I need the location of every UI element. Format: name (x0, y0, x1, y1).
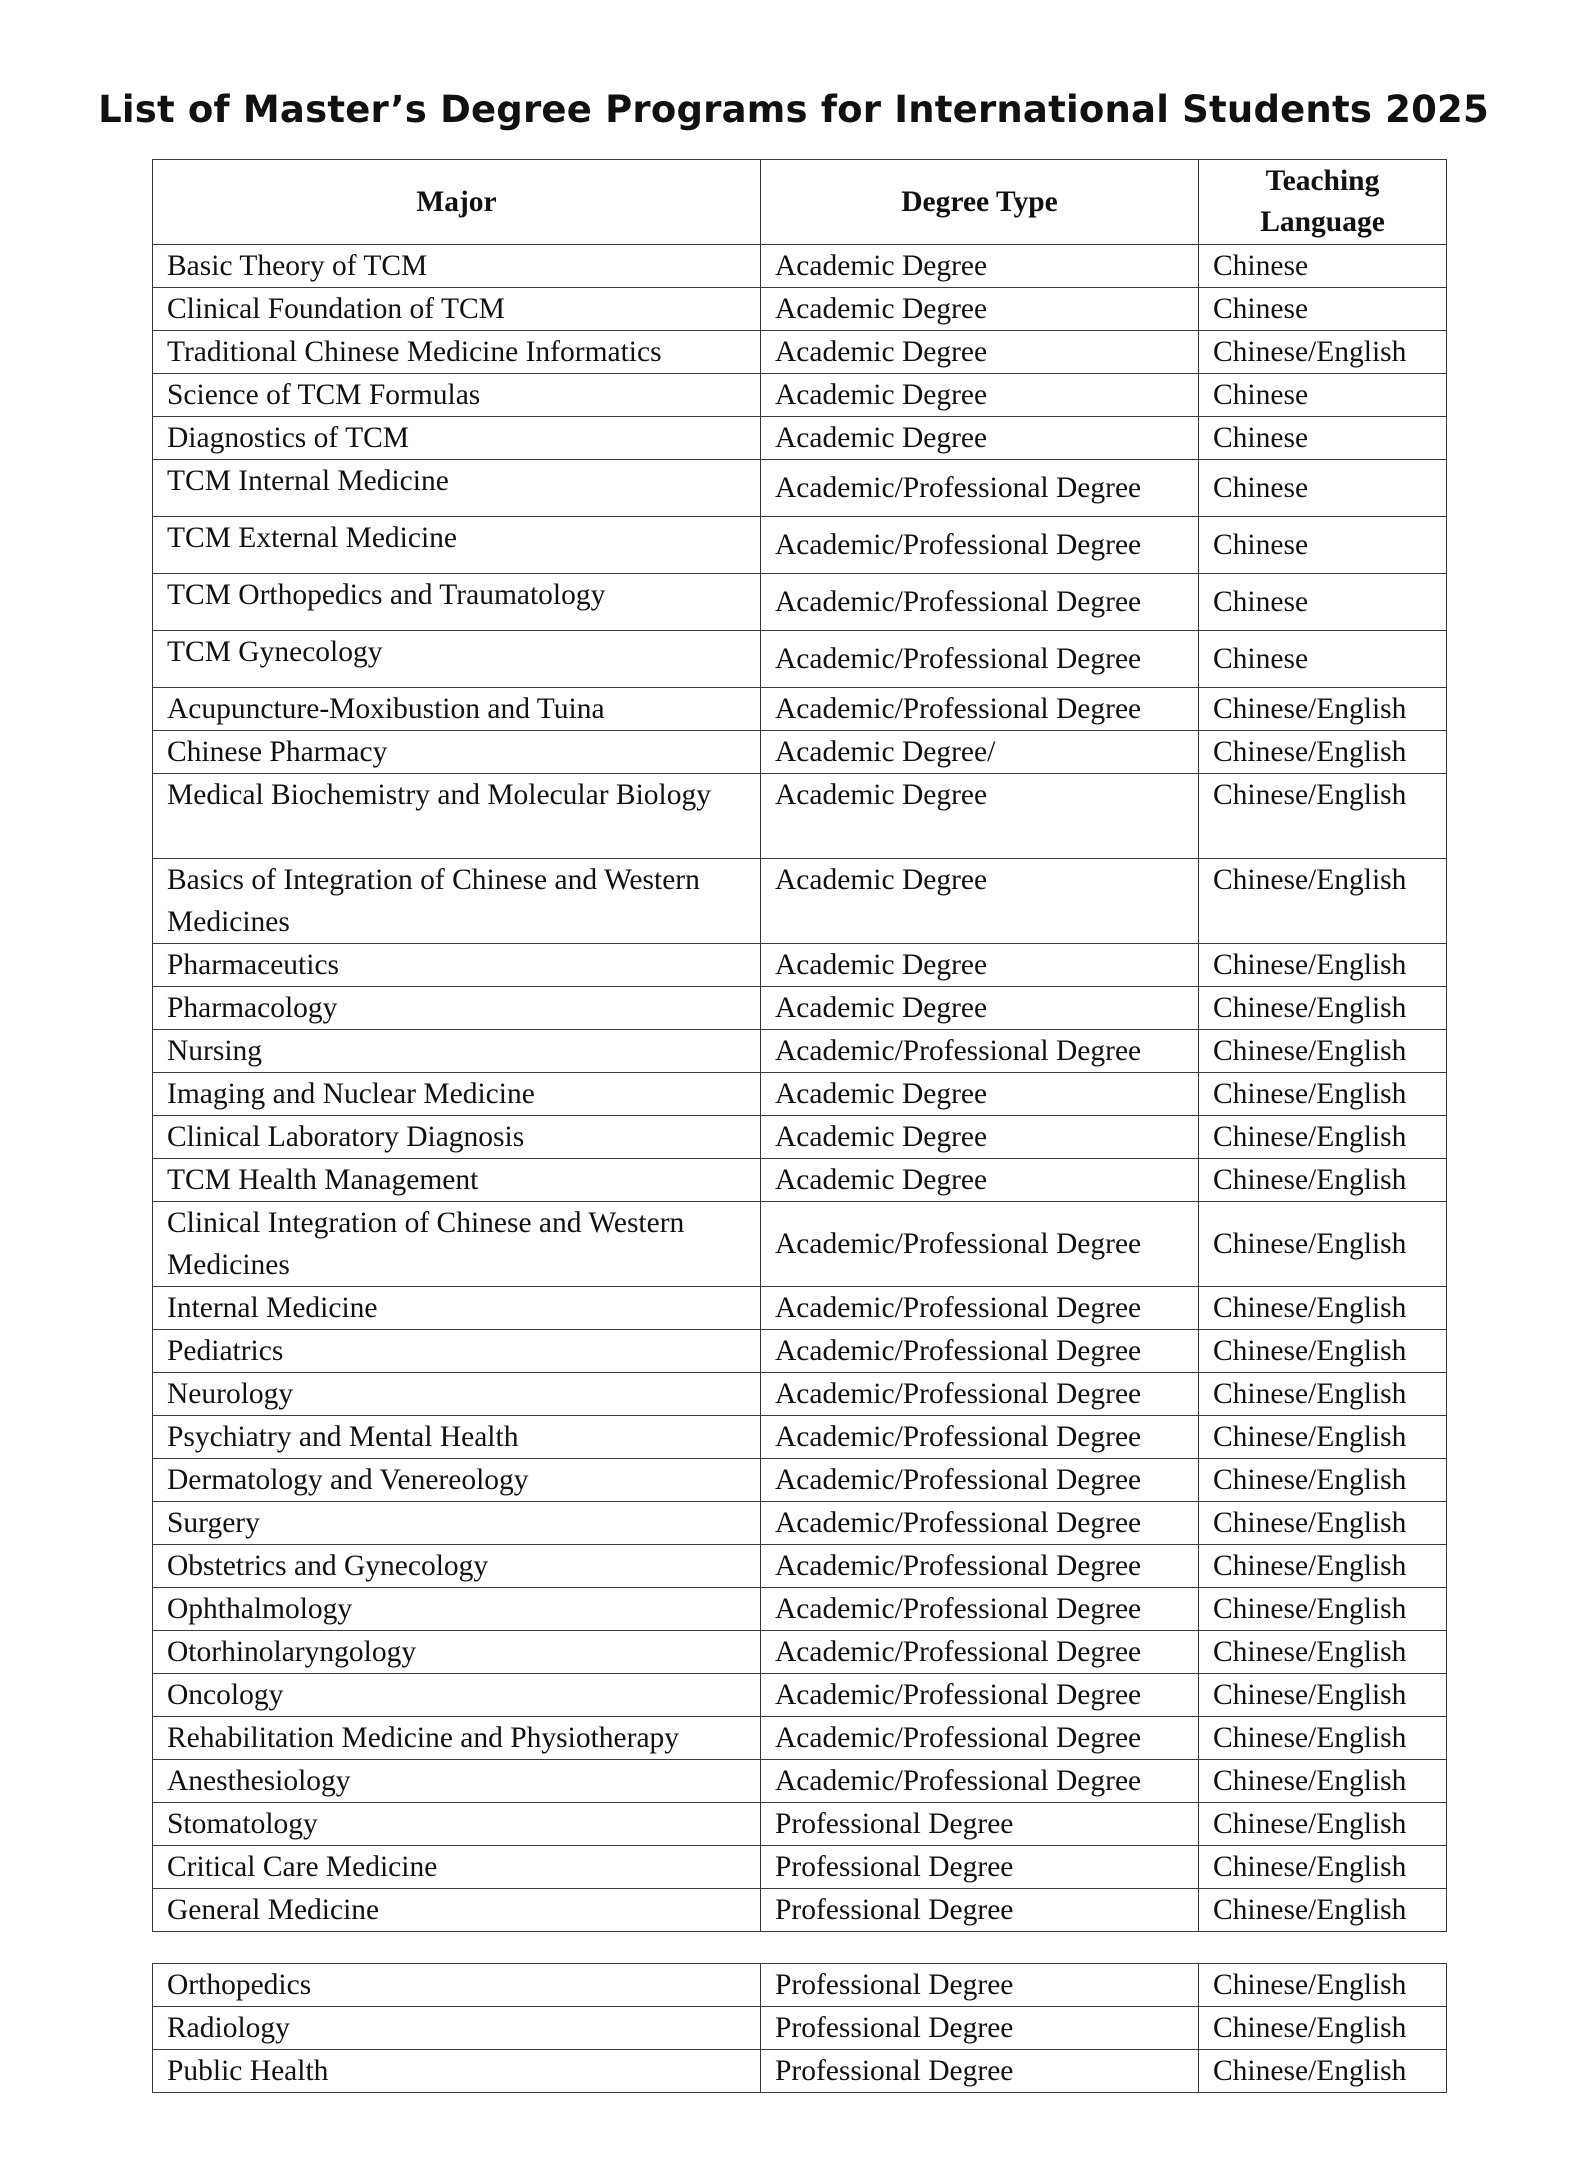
cell-major: TCM External Medicine (153, 517, 761, 574)
cell-language: Chinese (1199, 417, 1447, 460)
cell-major: TCM Gynecology (153, 631, 761, 688)
cell-language: Chinese/English (1199, 1964, 1447, 2007)
cell-language: Chinese/English (1199, 2050, 1447, 2093)
header-teaching-language (1199, 160, 1447, 245)
cell-degree: Academic/Professional Degree (761, 517, 1199, 574)
table-row (153, 517, 1447, 574)
cell-language: Chinese/English (1199, 1287, 1447, 1330)
cell-major: Nursing (153, 1030, 761, 1073)
cell-degree: Academic Degree (761, 331, 1199, 374)
cell-degree: Academic/Professional Degree (761, 1545, 1199, 1588)
cell-language: Chinese/English (1199, 1803, 1447, 1846)
cell-major: Radiology (153, 2007, 761, 2050)
cell-degree: Academic Degree (761, 288, 1199, 331)
cell-degree: Professional Degree (761, 1889, 1199, 1932)
cell-degree: Academic/Professional Degree (761, 1760, 1199, 1803)
table-row (153, 1416, 1447, 1459)
cell-degree: Academic Degree (761, 774, 1199, 859)
table-row (153, 1502, 1447, 1545)
cell-language: Chinese/English (1199, 1373, 1447, 1416)
cell-major: Internal Medicine (153, 1287, 761, 1330)
cell-major: Traditional Chinese Medicine Informatics (153, 331, 761, 374)
table-row (153, 1159, 1447, 1202)
table-row (153, 1545, 1447, 1588)
cell-degree: Academic/Professional Degree (761, 1416, 1199, 1459)
table-row (153, 1846, 1447, 1889)
cell-degree: Academic Degree (761, 417, 1199, 460)
cell-degree: Academic Degree (761, 1073, 1199, 1116)
cell-degree: Academic/Professional Degree (761, 1330, 1199, 1373)
cell-language: Chinese/English (1199, 1073, 1447, 1116)
table-row (153, 1964, 1447, 2007)
cell-degree: Academic/Professional Degree (761, 1202, 1199, 1287)
cell-language: Chinese (1199, 460, 1447, 517)
header-language-line2: Language (1260, 206, 1385, 238)
cell-major: Basic Theory of TCM (153, 245, 761, 288)
table-row (153, 1631, 1447, 1674)
cell-language: Chinese/English (1199, 1588, 1447, 1631)
cell-language: Chinese/English (1199, 859, 1447, 944)
cell-degree: Academic Degree (761, 859, 1199, 944)
cell-language: Chinese/English (1199, 688, 1447, 731)
cell-degree: Academic Degree (761, 987, 1199, 1030)
cell-major: Acupuncture-Moxibustion and Tuina (153, 688, 761, 731)
cell-major: Otorhinolaryngology (153, 1631, 761, 1674)
header-major: Major (153, 160, 761, 245)
cell-degree: Academic/Professional Degree (761, 688, 1199, 731)
table-row (153, 331, 1447, 374)
cell-major: TCM Orthopedics and Traumatology (153, 574, 761, 631)
cell-major: Critical Care Medicine (153, 1846, 761, 1889)
cell-language: Chinese/English (1199, 1631, 1447, 1674)
cell-degree: Academic/Professional Degree (761, 1459, 1199, 1502)
cell-degree: Academic Degree (761, 1116, 1199, 1159)
cell-degree: Professional Degree (761, 2007, 1199, 2050)
cell-language: Chinese/English (1199, 1545, 1447, 1588)
cell-major: Science of TCM Formulas (153, 374, 761, 417)
cell-degree: Academic/Professional Degree (761, 1373, 1199, 1416)
table-row (153, 1889, 1447, 1932)
programs-table (152, 159, 1447, 1932)
table-row (153, 631, 1447, 688)
cell-language: Chinese/English (1199, 1330, 1447, 1373)
cell-language: Chinese/English (1199, 944, 1447, 987)
cell-language: Chinese (1199, 631, 1447, 688)
cell-major: Rehabilitation Medicine and Physiotherapy (153, 1717, 761, 1760)
cell-major: Neurology (153, 1373, 761, 1416)
cell-language: Chinese/English (1199, 1159, 1447, 1202)
cell-language: Chinese/English (1199, 1202, 1447, 1287)
cell-degree: Academic/Professional Degree (761, 1674, 1199, 1717)
cell-degree: Professional Degree (761, 2050, 1199, 2093)
cell-degree: Academic Degree (761, 374, 1199, 417)
cell-degree: Academic/Professional Degree (761, 1717, 1199, 1760)
cell-degree: Academic Degree (761, 245, 1199, 288)
table-row (153, 1674, 1447, 1717)
table-row (153, 460, 1447, 517)
cell-major: Clinical Integration of Chinese and Western Medicines (153, 1202, 761, 1287)
cell-degree: Academic Degree (761, 1159, 1199, 1202)
cell-degree: Professional Degree (761, 1803, 1199, 1846)
table-row (153, 944, 1447, 987)
cell-major: Obstetrics and Gynecology (153, 1545, 761, 1588)
table-row (153, 1717, 1447, 1760)
cell-language: Chinese/English (1199, 987, 1447, 1030)
cell-language: Chinese/English (1199, 1116, 1447, 1159)
table-row (153, 1287, 1447, 1330)
cell-language: Chinese/English (1199, 1459, 1447, 1502)
cell-major: Psychiatry and Mental Health (153, 1416, 761, 1459)
cell-major: Public Health (153, 2050, 761, 2093)
cell-major: Pharmacology (153, 987, 761, 1030)
table-row (153, 1459, 1447, 1502)
cell-major: Basics of Integration of Chinese and Western Medicines (153, 859, 761, 944)
cell-major: Imaging and Nuclear Medicine (153, 1073, 761, 1116)
cell-major: Pediatrics (153, 1330, 761, 1373)
table-row (153, 1116, 1447, 1159)
cell-language: Chinese (1199, 574, 1447, 631)
programs-table-continued (152, 1963, 1447, 2093)
cell-major: General Medicine (153, 1889, 761, 1932)
cell-language: Chinese/English (1199, 1674, 1447, 1717)
cell-major: Anesthesiology (153, 1760, 761, 1803)
cell-language: Chinese/English (1199, 774, 1447, 859)
cell-language: Chinese (1199, 288, 1447, 331)
table-row (153, 574, 1447, 631)
cell-language: Chinese/English (1199, 1717, 1447, 1760)
header-degree-type: Degree Type (761, 160, 1199, 245)
cell-degree: Professional Degree (761, 1846, 1199, 1889)
cell-degree: Academic/Professional Degree (761, 1287, 1199, 1330)
table-row (153, 288, 1447, 331)
table-row (153, 417, 1447, 460)
cell-degree: Academic/Professional Degree (761, 631, 1199, 688)
cell-language: Chinese/English (1199, 731, 1447, 774)
table-row (153, 1030, 1447, 1073)
cell-degree: Academic/Professional Degree (761, 1631, 1199, 1674)
cell-major: Oncology (153, 1674, 761, 1717)
table-row (153, 731, 1447, 774)
cell-major: Dermatology and Venereology (153, 1459, 761, 1502)
cell-major: TCM Health Management (153, 1159, 761, 1202)
cell-major: Surgery (153, 1502, 761, 1545)
table-row (153, 1588, 1447, 1631)
cell-major: Clinical Foundation of TCM (153, 288, 761, 331)
cell-major: TCM Internal Medicine (153, 460, 761, 517)
cell-language: Chinese/English (1199, 1889, 1447, 1932)
cell-language: Chinese/English (1199, 331, 1447, 374)
cell-language: Chinese/English (1199, 1416, 1447, 1459)
header-language-line1: Teaching (1265, 165, 1380, 197)
cell-language: Chinese (1199, 245, 1447, 288)
cell-major: Pharmaceutics (153, 944, 761, 987)
cell-language: Chinese (1199, 517, 1447, 574)
table-header-row (153, 160, 1447, 245)
cell-language: Chinese/English (1199, 1846, 1447, 1889)
cell-language: Chinese/English (1199, 1760, 1447, 1803)
cell-language: Chinese/English (1199, 1030, 1447, 1073)
table-row (153, 1202, 1447, 1287)
table-row (153, 374, 1447, 417)
cell-degree: Academic/Professional Degree (761, 574, 1199, 631)
page-title: List of Master’s Degree Programs for International Students 2025 (98, 88, 1489, 131)
table-row (153, 245, 1447, 288)
cell-major: Medical Biochemistry and Molecular Biology (153, 774, 761, 859)
cell-language: Chinese/English (1199, 1502, 1447, 1545)
cell-language: Chinese (1199, 374, 1447, 417)
cell-degree: Academic/Professional Degree (761, 1502, 1199, 1545)
cell-major: Stomatology (153, 1803, 761, 1846)
cell-degree: Academic Degree/ (761, 731, 1199, 774)
cell-degree: Professional Degree (761, 1964, 1199, 2007)
table-row (153, 774, 1447, 859)
table-row (153, 688, 1447, 731)
table-row (153, 987, 1447, 1030)
cell-major: Orthopedics (153, 1964, 761, 2007)
table-row (153, 1073, 1447, 1116)
table-row (153, 1760, 1447, 1803)
cell-degree: Academic/Professional Degree (761, 1030, 1199, 1073)
cell-degree: Academic/Professional Degree (761, 1588, 1199, 1631)
cell-major: Diagnostics of TCM (153, 417, 761, 460)
cell-language: Chinese/English (1199, 2007, 1447, 2050)
table-row (153, 859, 1447, 944)
cell-major: Chinese Pharmacy (153, 731, 761, 774)
table-row (153, 1330, 1447, 1373)
cell-degree: Academic Degree (761, 944, 1199, 987)
table-row (153, 1803, 1447, 1846)
table-row (153, 1373, 1447, 1416)
table-row (153, 2050, 1447, 2093)
cell-major: Clinical Laboratory Diagnosis (153, 1116, 761, 1159)
cell-major: Ophthalmology (153, 1588, 761, 1631)
cell-degree: Academic/Professional Degree (761, 460, 1199, 517)
table-row (153, 2007, 1447, 2050)
